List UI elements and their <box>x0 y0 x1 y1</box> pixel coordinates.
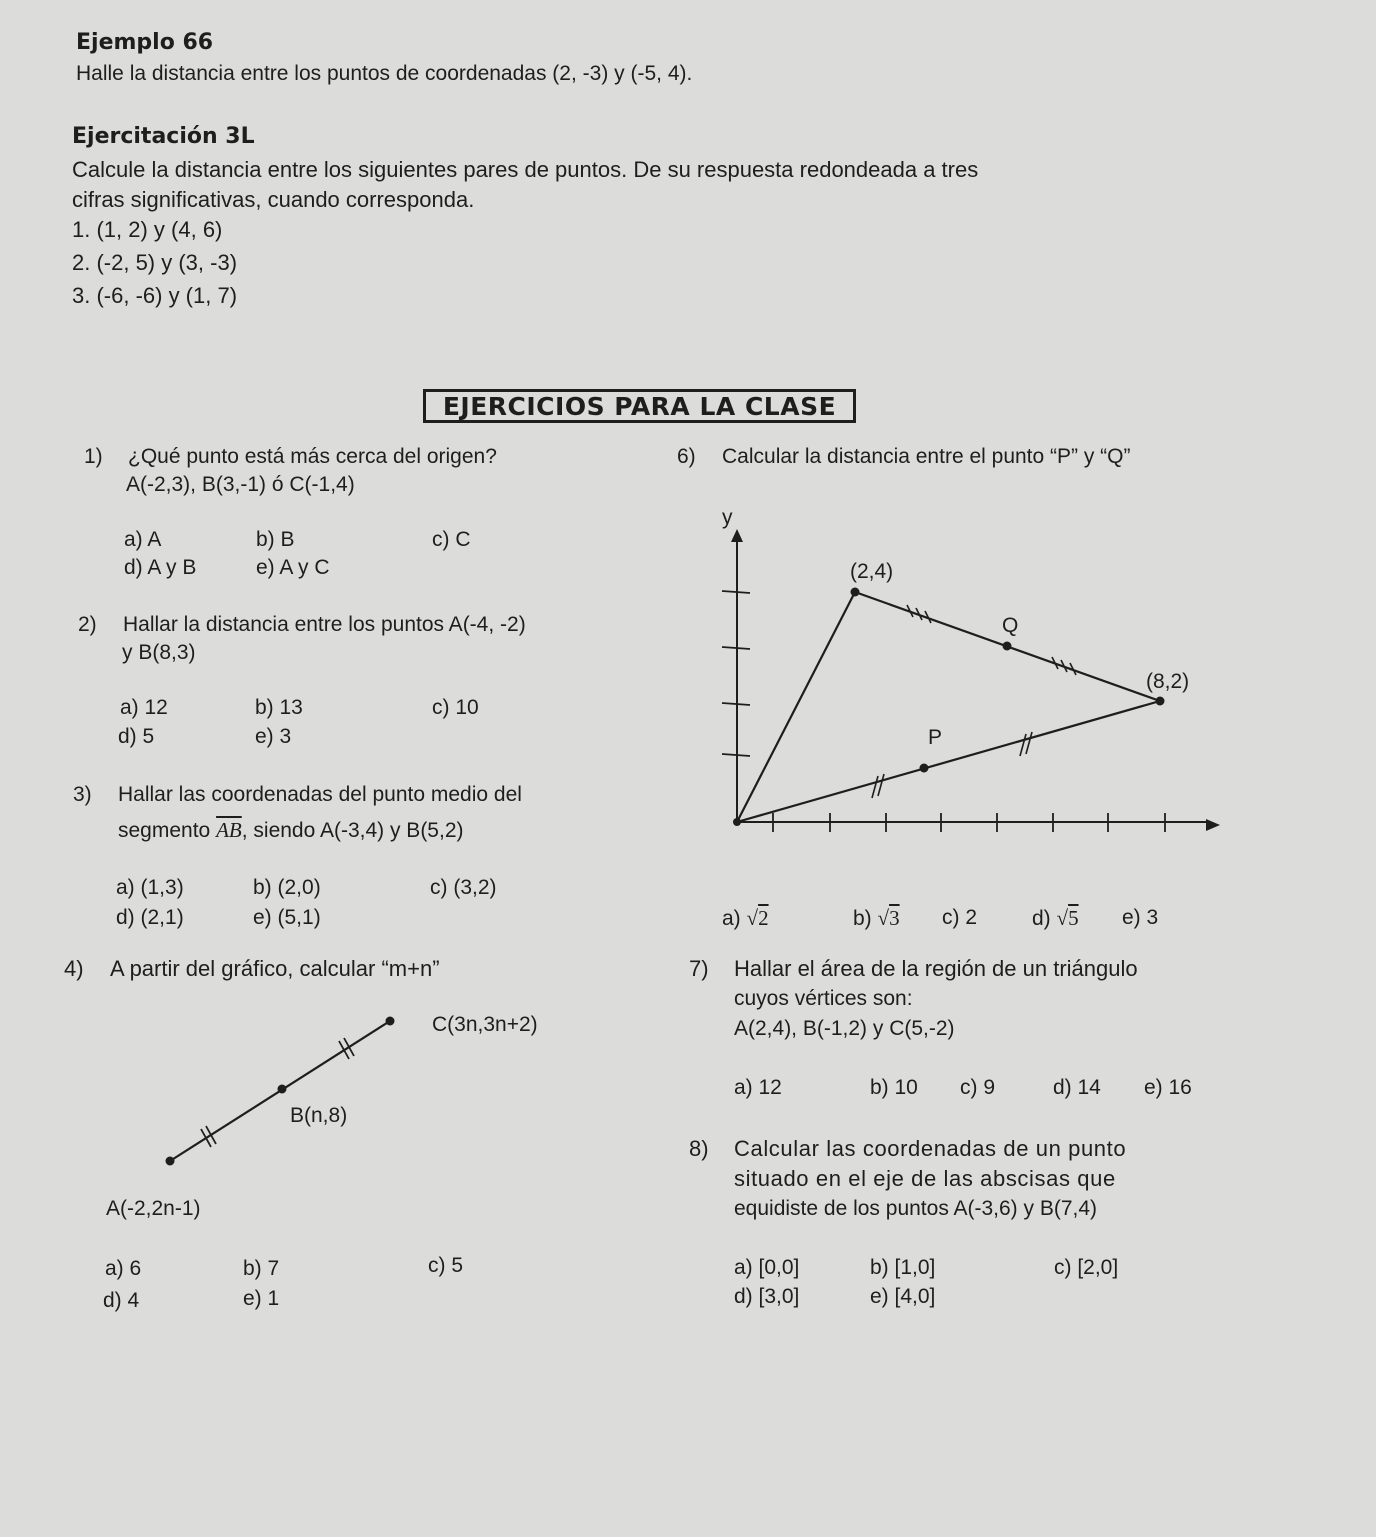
q8-line3: equidiste de los puntos A(-3,6) y B(7,4) <box>734 1197 1098 1220</box>
q4-label-a: A(-2,2n-1) <box>106 1197 201 1220</box>
q8-option-b: b) [1,0] <box>870 1256 936 1279</box>
q6-graph <box>700 500 1230 840</box>
q4-option-c: c) 5 <box>428 1254 464 1277</box>
q7-option-a: a) 12 <box>734 1076 782 1099</box>
q1-option-e: e) A y C <box>256 556 330 579</box>
q2-option-a: a) 12 <box>120 696 168 719</box>
ejemplo-text: Halle la distancia entre los puntos de coordenadas (2, -3) y (-5, 4). <box>76 62 693 85</box>
q7-line2: cuyos vértices son: <box>734 987 913 1010</box>
q6-option-a-root: √2 <box>746 906 769 930</box>
q6-point-8-2 <box>1156 697 1165 706</box>
q2-number: 2) <box>78 613 97 636</box>
q8-option-a: a) [0,0] <box>734 1256 800 1279</box>
q2-option-d: d) 5 <box>118 725 155 748</box>
q4-option-d: d) 4 <box>103 1289 140 1312</box>
q6-origin <box>733 818 741 826</box>
q8-option-d: d) [3,0] <box>734 1285 800 1308</box>
q6-y-arrow <box>731 529 743 542</box>
q6-double-ticks-2 <box>1020 732 1032 756</box>
q6-x-arrow <box>1206 819 1220 831</box>
q6-point-q <box>1003 642 1012 651</box>
q6-label-p: P <box>928 726 943 749</box>
q6-y-axis-label: y <box>722 506 733 529</box>
q1-option-b: b) B <box>256 528 295 551</box>
ejercitacion-item: 2. (-2, 5) y (3, -3) <box>72 250 238 275</box>
ejercitacion-item: 1. (1, 2) y (4, 6) <box>72 217 223 242</box>
ejercitacion-title: Ejercitación 3L <box>72 124 255 149</box>
q6-option-b-radicand: 3 <box>889 906 900 930</box>
q7-option-d: d) 14 <box>1053 1076 1101 1099</box>
q8-option-c: c) [2,0] <box>1054 1256 1119 1279</box>
q3-text: Hallar las coordenadas del punto medio del <box>118 783 522 806</box>
q3-line2-pre: segmento <box>118 819 211 842</box>
q3-line2-post: , siendo A(-3,4) y B(5,2) <box>241 819 464 842</box>
q6-option-c: c) 2 <box>942 906 978 929</box>
q4-point-c <box>386 1017 395 1026</box>
q3-option-d: d) (2,1) <box>116 906 184 929</box>
q1-option-a: a) A <box>124 528 162 551</box>
q2-option-e: e) 3 <box>255 725 292 748</box>
q6-option-b-root: √3 <box>877 906 900 930</box>
q6-option-d-root: √5 <box>1056 906 1079 930</box>
q4-label-b: B(n,8) <box>290 1104 348 1127</box>
q4-point-b <box>278 1085 287 1094</box>
q4-point-a <box>166 1157 175 1166</box>
q7-option-c: c) 9 <box>960 1076 996 1099</box>
q4-option-a: a) 6 <box>105 1257 142 1280</box>
q3-line2 <box>118 818 464 843</box>
q7-text: Hallar el área de la región de un triángulo <box>734 956 1138 981</box>
q3-segment-ab: $\overline{AB}$ <box>216 818 242 842</box>
q2-points: y B(8,3) <box>122 641 196 664</box>
q6-option-b-prefix: b) <box>853 907 872 930</box>
ejercitacion-item: 3. (-6, -6) y (1, 7) <box>72 283 238 308</box>
ejercitacion-line1: Calcule la distancia entre los siguientes pares de puntos. De su respuesta redondeada a tres <box>72 157 979 182</box>
q6-label-2-4: (2,4) <box>850 560 894 583</box>
q6-option-b <box>853 906 900 931</box>
q6-option-d-prefix: d) <box>1032 907 1051 930</box>
q7-vertices: A(2,4), B(-1,2) y C(5,-2) <box>734 1017 955 1040</box>
q6-point-p <box>920 764 929 773</box>
q6-double-ticks-1 <box>872 774 884 798</box>
q4-number: 4) <box>64 956 84 981</box>
q6-triple-ticks-1 <box>907 605 931 623</box>
q8-option-e: e) [4,0] <box>870 1285 936 1308</box>
q6-option-a <box>722 906 769 931</box>
q6-option-e: e) 3 <box>1122 906 1159 929</box>
q6-label-8-2: (8,2) <box>1146 670 1190 693</box>
q7-option-b: b) 10 <box>870 1076 918 1099</box>
q2-option-c: c) 10 <box>432 696 479 719</box>
ejercitacion-line2: cifras significativas, cuando corresponda. <box>72 187 475 212</box>
q2-text: Hallar la distancia entre los puntos A(-4, -2) <box>123 613 526 636</box>
q3-option-c: c) (3,2) <box>430 876 497 899</box>
q4-option-e: e) 1 <box>243 1287 280 1310</box>
q6-number: 6) <box>677 445 696 468</box>
q6-option-d-radicand: 5 <box>1068 906 1079 930</box>
q4-text: A partir del gráfico, calcular “m+n” <box>110 956 440 981</box>
q1-option-c: c) C <box>432 528 471 551</box>
q6-side-origin-p1 <box>737 592 855 822</box>
section-banner: EJERCICIOS PARA LA CLASE <box>423 389 856 423</box>
q3-option-b: b) (2,0) <box>253 876 321 899</box>
q1-number: 1) <box>84 445 103 468</box>
q2-option-b: b) 13 <box>255 696 303 719</box>
q7-option-e: e) 16 <box>1144 1076 1192 1099</box>
q3-option-a: a) (1,3) <box>116 876 184 899</box>
q6-triple-ticks-2 <box>1052 657 1076 675</box>
q3-option-e: e) (5,1) <box>253 906 321 929</box>
q6-point-2-4 <box>851 588 860 597</box>
q6-option-a-prefix: a) <box>722 907 741 930</box>
q4-segment-figure <box>150 1008 410 1173</box>
q1-text: ¿Qué punto está más cerca del origen? <box>128 445 497 468</box>
q4-option-b: b) 7 <box>243 1257 280 1280</box>
q1-option-d: d) A y B <box>124 556 197 579</box>
ejemplo-title: Ejemplo 66 <box>76 30 214 55</box>
q6-option-d <box>1032 906 1079 931</box>
q8-number: 8) <box>689 1136 709 1161</box>
q6-text: Calcular la distancia entre el punto “P” y “Q” <box>722 445 1131 468</box>
q6-side-origin-p2 <box>737 701 1160 822</box>
q1-points: A(-2,3), B(3,-1) ó C(-1,4) <box>126 473 355 496</box>
q8-line2: situado en el eje de las abscisas que <box>734 1166 1116 1191</box>
q4-label-c: C(3n,3n+2) <box>432 1013 538 1036</box>
q6-option-a-radicand: 2 <box>758 906 769 930</box>
q8-line1: Calcular las coordenadas de un punto <box>734 1136 1127 1161</box>
q3-number: 3) <box>73 783 92 806</box>
q7-number: 7) <box>689 956 709 981</box>
q6-label-q: Q <box>1002 614 1019 637</box>
